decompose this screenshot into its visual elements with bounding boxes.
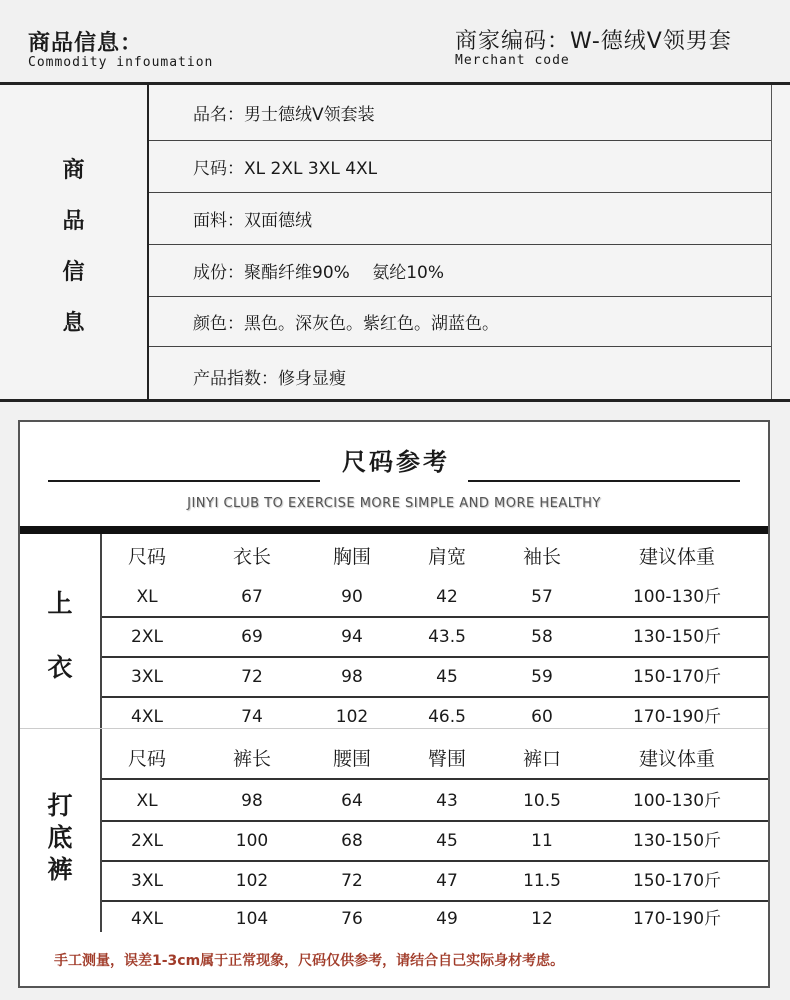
table-row — [102, 862, 768, 902]
weight-cell: 100-130斤 — [632, 791, 722, 811]
info-row-fit: 产品指数：修身显瘦 — [193, 368, 346, 389]
table-row — [102, 578, 768, 618]
size-chart-title: 尺码参考 — [342, 448, 450, 476]
bottom-header-row — [102, 740, 768, 780]
bottom-section-label-3: 裤 — [47, 855, 73, 884]
value-cell: 104 — [235, 909, 269, 929]
value-cell: 59 — [531, 667, 553, 687]
weight-cell: 100-130斤 — [632, 587, 722, 607]
value-cell: 11.5 — [523, 871, 561, 891]
value-cell: 67 — [241, 587, 263, 607]
value-cell: 45 — [436, 831, 458, 851]
value-cell: 45 — [436, 667, 458, 687]
product-info-table — [0, 82, 790, 402]
size-cell: 2XL — [131, 627, 163, 647]
header-cell: 裤口 — [522, 748, 561, 770]
table-row — [102, 900, 768, 940]
table-row — [102, 698, 768, 738]
value-cell: 94 — [341, 627, 363, 647]
value-cell: 49 — [436, 909, 458, 929]
table-row — [102, 782, 768, 822]
weight-cell: 170-190斤 — [632, 909, 722, 929]
weight-cell: 130-150斤 — [632, 627, 722, 647]
header-cell: 尺码 — [127, 748, 166, 770]
title-rule-right — [468, 480, 740, 482]
size-chart-slogan: JINYI CLUB TO EXERCISE MORE SIMPLE AND MORE HEALTHY — [187, 496, 601, 511]
header-bar — [20, 526, 768, 534]
info-side-label — [0, 145, 147, 349]
table-row — [102, 658, 768, 698]
title-rule-left — [48, 480, 320, 482]
value-cell: 72 — [241, 667, 263, 687]
bottom-section-label-1: 打 — [47, 791, 73, 820]
value-cell: 43 — [436, 791, 458, 811]
value-cell: 102 — [235, 871, 269, 891]
header-cell: 胸围 — [332, 546, 371, 568]
size-cell: 4XL — [131, 707, 163, 727]
info-side-char: 信 — [62, 260, 85, 285]
page-subtitle: Commodity infoumation — [28, 55, 214, 70]
table-row — [102, 618, 768, 658]
header-cell: 臀围 — [427, 748, 466, 770]
weight-cell: 170-190斤 — [632, 707, 722, 727]
info-row-sizes: 尺码：XL 2XL 3XL 4XL — [149, 141, 771, 193]
weight-cell: 150-170斤 — [632, 871, 722, 891]
value-cell: 57 — [531, 587, 553, 607]
merchant-code-subtitle: Merchant code — [455, 53, 570, 68]
info-side-char: 息 — [62, 311, 85, 336]
value-cell: 100 — [235, 831, 269, 851]
page-title: 商品信息： — [28, 31, 144, 56]
size-cell: 2XL — [131, 831, 163, 851]
value-cell: 58 — [531, 627, 553, 647]
value-cell: 47 — [436, 871, 458, 891]
value-cell: 10.5 — [523, 791, 561, 811]
table-row — [102, 822, 768, 862]
value-cell: 74 — [241, 707, 263, 727]
info-row-colors: 颜色：黑色。深灰色。紫红色。湖蓝色。 — [149, 297, 771, 347]
value-cell: 12 — [531, 909, 553, 929]
value-cell: 64 — [341, 791, 363, 811]
header-cell: 衣长 — [232, 546, 271, 568]
measurement-note: 手工测量，误差1-3cm属于正常现象，尺码仅供参考，请结合自己实际身材考虑。 — [54, 953, 565, 969]
top-header-row — [102, 538, 768, 578]
info-row-composition: 成份：聚酯纤维90% 氨纶10% — [149, 245, 771, 297]
header-cell: 袖长 — [522, 546, 561, 568]
size-cell: XL — [136, 587, 158, 607]
size-cell: 3XL — [131, 667, 163, 687]
info-side-char: 品 — [62, 209, 85, 234]
size-cell: 3XL — [131, 871, 163, 891]
top-section-label-2: 衣 — [47, 653, 73, 682]
info-row-name: 品名：男士德绒V领套装 — [149, 85, 771, 141]
value-cell: 46.5 — [428, 707, 466, 727]
size-chart-card — [18, 420, 770, 988]
size-cell: 4XL — [131, 909, 163, 929]
value-cell: 69 — [241, 627, 263, 647]
value-cell: 90 — [341, 587, 363, 607]
header-cell: 肩宽 — [427, 546, 466, 568]
merchant-code: 商家编码：W-德绒V领男套 — [455, 29, 732, 54]
header-cell: 建议体重 — [638, 748, 715, 770]
bottom-section-label-2: 底 — [47, 823, 73, 852]
weight-cell: 150-170斤 — [632, 667, 722, 687]
value-cell: 11 — [531, 831, 553, 851]
weight-cell: 130-150斤 — [632, 831, 722, 851]
value-cell: 43.5 — [428, 627, 466, 647]
value-cell: 68 — [341, 831, 363, 851]
header-cell: 尺码 — [127, 546, 166, 568]
top-section-label-1: 上 — [47, 589, 73, 618]
header-cell: 腰围 — [332, 748, 371, 770]
value-cell: 60 — [531, 707, 553, 727]
value-cell: 42 — [436, 587, 458, 607]
header-cell: 建议体重 — [638, 546, 715, 568]
value-cell: 102 — [335, 707, 369, 727]
info-side-char: 商 — [62, 158, 85, 183]
value-cell: 98 — [241, 791, 263, 811]
info-right-border — [771, 85, 772, 399]
info-row-fabric: 面料：双面德绒 — [149, 193, 771, 245]
header-cell: 裤长 — [232, 748, 271, 770]
size-cell: XL — [136, 791, 158, 811]
value-cell: 72 — [341, 871, 363, 891]
value-cell: 98 — [341, 667, 363, 687]
value-cell: 76 — [341, 909, 363, 929]
